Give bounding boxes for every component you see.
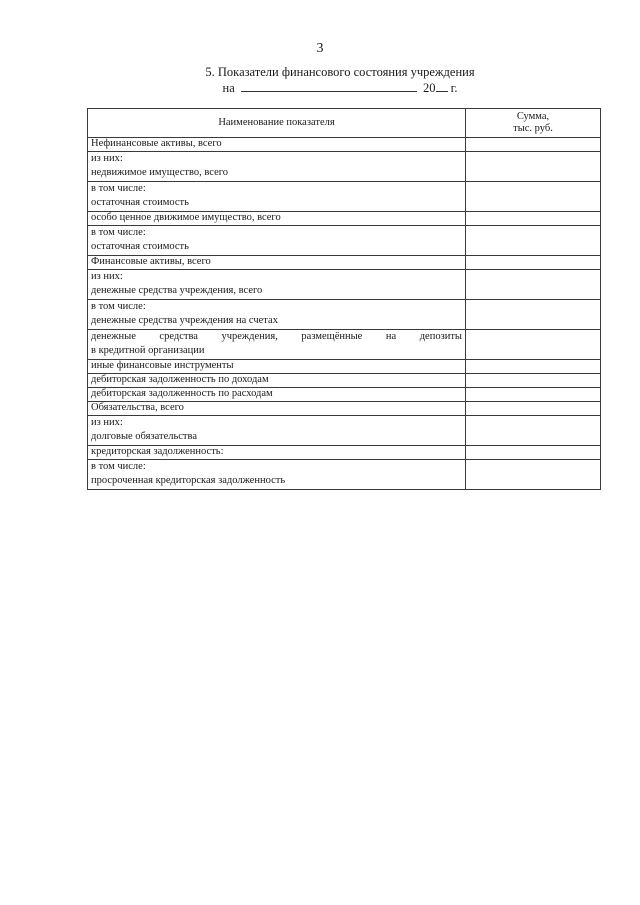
- table-body: [88, 138, 601, 490]
- indicator-name-line: особо ценное движимое имущество, всего: [91, 212, 281, 223]
- indicator-name-line: в том числе:: [91, 461, 146, 472]
- indicator-name-line: денежные средства учреждения, размещённые на депозиты: [91, 331, 462, 342]
- indicator-name-line: просроченная кредиторская задолженность: [91, 475, 286, 486]
- indicator-name-cell: [88, 374, 466, 388]
- sum-value-cell: [466, 212, 601, 226]
- indicator-name-line: остаточная стоимость: [91, 241, 189, 252]
- table-row: [88, 138, 601, 152]
- year-blank-field: [436, 80, 448, 92]
- year-prefix: 20: [423, 81, 436, 95]
- sum-value-cell: [466, 270, 601, 300]
- sum-value-cell: [466, 460, 601, 490]
- sum-value-cell: [466, 226, 601, 256]
- table-row: [88, 182, 601, 212]
- indicator-name-cell: [88, 152, 466, 182]
- table-row: [88, 374, 601, 388]
- report-date-line: [150, 80, 530, 95]
- indicator-name-line: в том числе:: [91, 301, 146, 312]
- header-indicator-name: Наименование показателя: [88, 109, 466, 138]
- section-heading: 5. Показатели финансового состояния учреждения: [205, 65, 475, 79]
- indicator-name-cell: [88, 138, 466, 152]
- header-sum: [466, 109, 601, 138]
- table-row: [88, 212, 601, 226]
- year-suffix: г.: [450, 81, 458, 95]
- indicator-name-line: иные финансовые инструменты: [91, 360, 234, 371]
- table-header-row: [88, 109, 601, 138]
- indicator-name-cell: [88, 416, 466, 446]
- sum-value-cell: [466, 416, 601, 446]
- indicator-name-line: Обязательства, всего: [91, 402, 184, 413]
- table-row: [88, 402, 601, 416]
- date-blank-field: [241, 80, 417, 92]
- indicator-name-cell: [88, 388, 466, 402]
- table-row: [88, 226, 601, 256]
- sum-value-cell: [466, 360, 601, 374]
- table-row: [88, 460, 601, 490]
- indicator-name-line: денежные средства учреждения на счетах: [91, 315, 278, 326]
- table-row: [88, 330, 601, 360]
- sum-value-cell: [466, 256, 601, 270]
- sum-value-cell: [466, 374, 601, 388]
- financial-indicators-table: [87, 108, 601, 490]
- table-row: [88, 152, 601, 182]
- indicator-name-line: Финансовые активы, всего: [91, 256, 211, 267]
- indicator-name-line: в кредитной организации: [91, 345, 205, 356]
- table-row: [88, 388, 601, 402]
- indicator-name-cell: [88, 212, 466, 226]
- indicator-name-cell: [88, 226, 466, 256]
- indicator-name-line: в том числе:: [91, 183, 146, 194]
- indicator-name-cell: [88, 446, 466, 460]
- indicator-name-cell: [88, 460, 466, 490]
- indicator-name-line: из них:: [91, 271, 123, 282]
- indicator-name-cell: [88, 256, 466, 270]
- sum-value-cell: [466, 330, 601, 360]
- sum-value-cell: [466, 152, 601, 182]
- sum-value-cell: [466, 138, 601, 152]
- header-sum-line1: Сумма,: [516, 111, 550, 122]
- page-number: 3: [316, 41, 324, 56]
- sum-value-cell: [466, 182, 601, 212]
- indicator-name-line: из них:: [91, 417, 123, 428]
- indicator-name-line: дебиторская задолженность по доходам: [91, 374, 269, 385]
- header-sum-line2: тыс. руб.: [513, 123, 553, 134]
- indicator-name-line: дебиторская задолженность по расходам: [91, 388, 273, 399]
- indicator-name-line: из них:: [91, 153, 123, 164]
- table-row: [88, 300, 601, 330]
- indicator-name-line: денежные средства учреждения, всего: [91, 285, 263, 296]
- table-row: [88, 416, 601, 446]
- indicator-name-cell: [88, 182, 466, 212]
- indicator-name-line: кредиторская задолженность:: [91, 446, 224, 457]
- indicator-name-cell: [88, 300, 466, 330]
- sum-value-cell: [466, 300, 601, 330]
- indicator-name-cell: [88, 360, 466, 374]
- sum-value-cell: [466, 402, 601, 416]
- sum-value-cell: [466, 446, 601, 460]
- table-row: [88, 360, 601, 374]
- table-row: [88, 270, 601, 300]
- indicator-name-line: остаточная стоимость: [91, 197, 189, 208]
- table-row: [88, 256, 601, 270]
- indicator-name-cell: [88, 402, 466, 416]
- indicator-name-line: долговые обязательства: [91, 431, 197, 442]
- date-prefix: на: [222, 81, 235, 95]
- sum-value-cell: [466, 388, 601, 402]
- indicator-name-cell: [88, 270, 466, 300]
- indicator-name-line: недвижимое имущество, всего: [91, 167, 229, 178]
- indicator-name-line: Нефинансовые активы, всего: [91, 138, 222, 149]
- indicator-name-cell: [88, 330, 466, 360]
- indicator-name-line: в том числе:: [91, 227, 146, 238]
- table-row: [88, 446, 601, 460]
